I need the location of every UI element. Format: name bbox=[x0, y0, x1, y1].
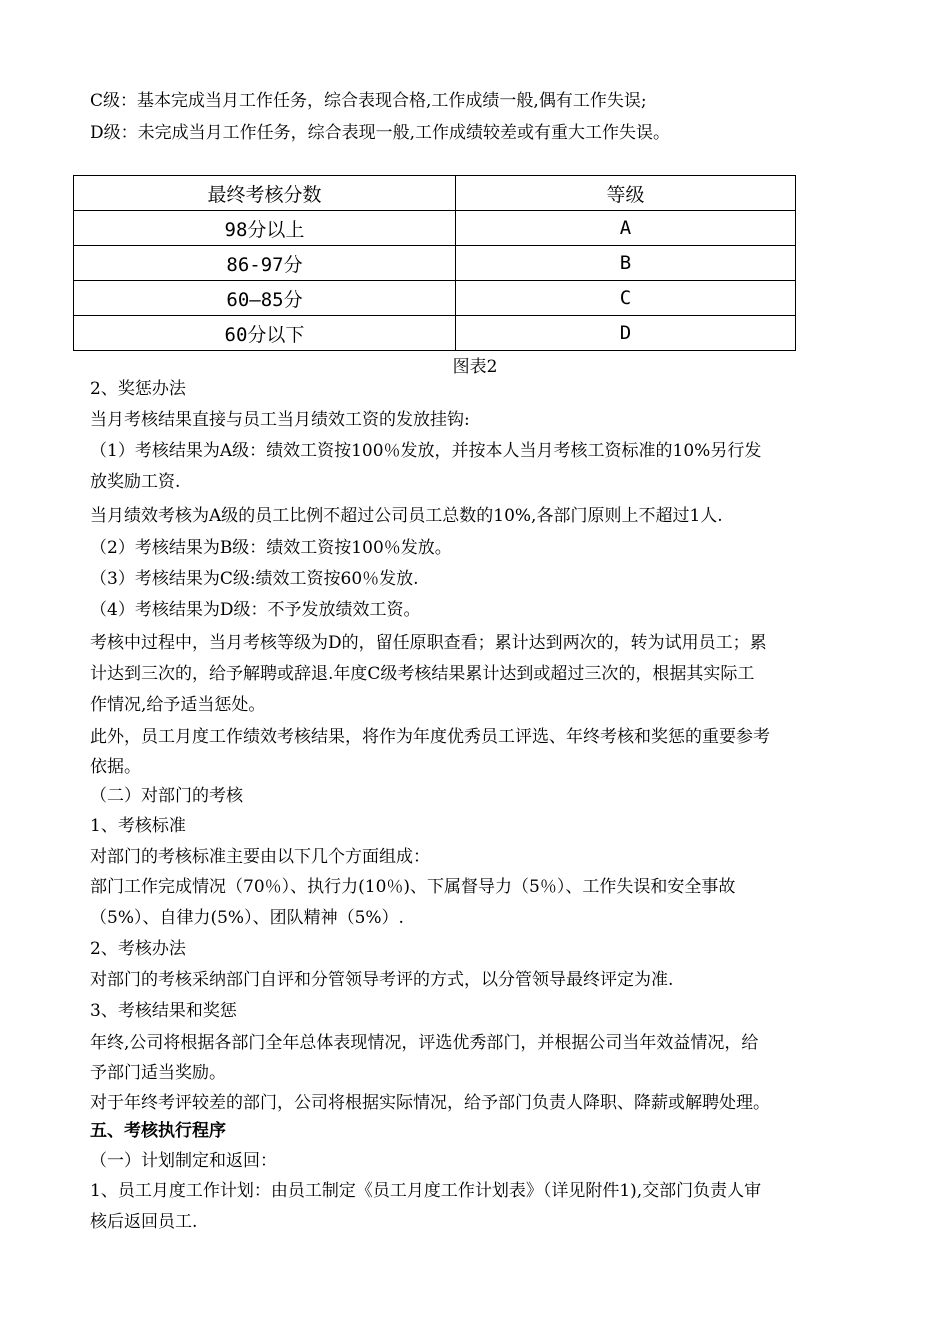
grade-cell: D bbox=[456, 316, 796, 351]
body-line: （4）考核结果为D级：不予发放绩效工资。 bbox=[90, 600, 421, 620]
body-line: 1、员工月度工作计划：由员工制定《员工月度工作计划表》（详见附件1),交部门负责人审 bbox=[90, 1181, 762, 1201]
body-line: 当月考核结果直接与员工当月绩效工资的发放挂钩: bbox=[90, 410, 470, 430]
body-line: 1、考核标准 bbox=[90, 816, 186, 836]
table-caption: 图表2 bbox=[452, 357, 498, 377]
body-line: 当月绩效考核为A级的员工比例不超过公司员工总数的10%,各部门原则上不超过1人. bbox=[90, 506, 723, 526]
header-grade: 等级 bbox=[456, 176, 796, 211]
section-heading: （一）计划制定和返回： bbox=[90, 1151, 277, 1171]
table-row bbox=[74, 316, 796, 351]
header-score: 最终考核分数 bbox=[74, 176, 456, 211]
body-line: 予部门适当奖励。 bbox=[90, 1063, 226, 1083]
body-line: 部门工作完成情况（70％）、执行力(10％)、下属督导力（5％）、工作失误和安全事故 bbox=[90, 877, 736, 897]
score-cell: 60—85分 bbox=[74, 281, 456, 316]
grade-table-header-row bbox=[74, 176, 796, 211]
score-cell: 86-97分 bbox=[74, 246, 456, 281]
body-line: 2、考核办法 bbox=[90, 939, 186, 959]
body-line: 依据。 bbox=[90, 757, 141, 777]
grade-table bbox=[73, 175, 796, 351]
body-line: （5%）、自律力(5%）、团队精神（5%）. bbox=[90, 908, 404, 928]
body-line: 对部门的考核采纳部门自评和分管领导考评的方式，以分管领导最终评定为准. bbox=[90, 970, 674, 990]
table-row bbox=[74, 281, 796, 316]
body-line: 年终,公司将根据各部门全年总体表现情况，评选优秀部门，并根据公司当年效益情况，给 bbox=[90, 1033, 759, 1053]
section-heading: （二）对部门的考核 bbox=[90, 786, 243, 806]
body-line: 2、奖惩办法 bbox=[90, 379, 186, 399]
body-line: 对部门的考核标准主要由以下几个方面组成： bbox=[90, 847, 430, 867]
grade-cell: C bbox=[456, 281, 796, 316]
body-line: 此外，员工月度工作绩效考核结果，将作为年度优秀员工评选、年终考核和奖惩的重要参考 bbox=[90, 727, 770, 747]
body-line: （2）考核结果为B级：绩效工资按100％发放。 bbox=[90, 538, 452, 558]
score-cell: 98分以上 bbox=[74, 211, 456, 246]
table-row bbox=[74, 246, 796, 281]
grade-cell: A bbox=[456, 211, 796, 246]
score-cell: 60分以下 bbox=[74, 316, 456, 351]
body-line: （3）考核结果为C级:绩效工资按60％发放. bbox=[90, 569, 419, 589]
grade-c-description: C级：基本完成当月工作任务，综合表现合格,工作成绩一般,偶有工作失误; bbox=[90, 91, 647, 111]
grade-d-description: D级：未完成当月工作任务，综合表现一般,工作成绩较差或有重大工作失误。 bbox=[90, 123, 671, 143]
chapter-heading: 五、考核执行程序 bbox=[90, 1121, 226, 1141]
body-line: 计达到三次的，给予解聘或辞退.年度C级考核结果累计达到或超过三次的，根据其实际工 bbox=[90, 664, 755, 684]
body-line: 对于年终考评较差的部门，公司将根据实际情况，给予部门负责人降职、降薪或解聘处理。 bbox=[90, 1093, 770, 1113]
body-line: 作情况,给予适当惩处。 bbox=[90, 695, 266, 715]
body-line: 核后返回员工. bbox=[90, 1212, 198, 1232]
body-line: 考核中过程中，当月考核等级为D的，留任原职查看；累计达到两次的，转为试用员工；累 bbox=[90, 633, 767, 653]
body-line: 放奖励工资. bbox=[90, 472, 181, 492]
body-line: （1）考核结果为A级：绩效工资按100％发放，并按本人当月考核工资标准的10%另行发 bbox=[90, 441, 762, 461]
body-line: 3、考核结果和奖惩 bbox=[90, 1001, 237, 1021]
table-row bbox=[74, 211, 796, 246]
grade-cell: B bbox=[456, 246, 796, 281]
